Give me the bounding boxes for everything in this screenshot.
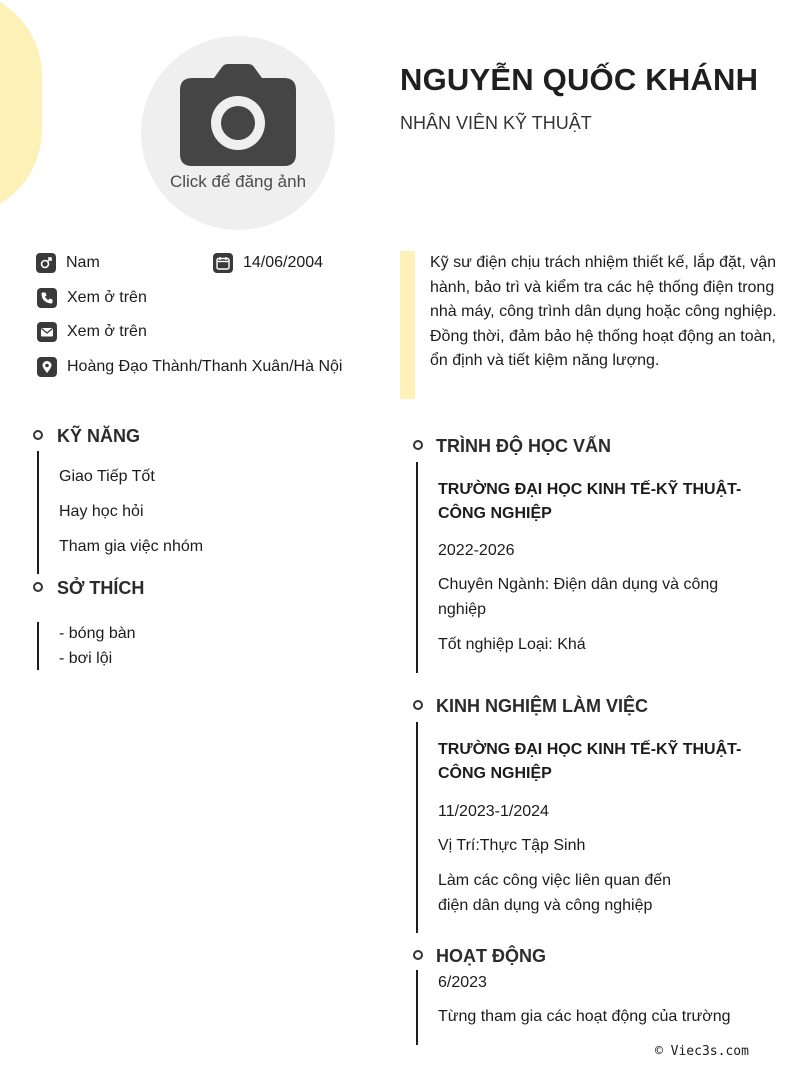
camera-icon [180,64,296,166]
phone-icon [37,288,57,308]
gender-value: Nam [66,254,100,271]
decorative-accent-shape [0,0,42,216]
phone-row [37,288,147,308]
address-row [37,357,342,377]
education-major: Chuyên Ngành: Điện dân dụng và công nghiệp [438,576,719,618]
location-pin-icon [37,357,57,377]
email-value: Xem ở trên [67,323,147,340]
education-section-dot [413,440,423,450]
skills-timeline-line [37,451,39,574]
job-title: NHÂN VIÊN KỸ THUẬT [400,113,592,133]
education-grade: Tốt nghiệp Loại: Khá [438,636,586,653]
address-value: Hoàng Đạo Thành/Thanh Xuân/Hà Nội [67,358,343,375]
activities-section-dot [413,950,423,960]
hobbies-section-dot [33,582,43,592]
skill-item: Hay học hỏi [59,503,144,520]
skill-item: Tham gia việc nhóm [59,538,204,555]
education-section-title: TRÌNH ĐỘ HỌC VẤN [436,436,611,456]
experience-section-title: KINH NGHIỆM LÀM VIỆC [436,696,649,716]
summary-accent-bar [400,251,415,399]
calendar-icon [213,253,233,273]
activities-section-title: HOẠT ĐỘNG [436,946,546,966]
activities-description: Từng tham gia các hoạt động của trường [438,1008,731,1025]
birthdate-value: 14/06/2004 [243,254,324,271]
education-timeline-line [416,462,418,673]
candidate-name: NGUYỄN QUỐC KHÁNH [400,62,759,97]
skill-item: Giao Tiếp Tốt [59,468,155,485]
email-icon [37,322,57,342]
experience-period: 11/2023-1/2024 [438,803,549,820]
experience-company: TRƯỜNG ĐẠI HỌC KINH TẾ-KỸ THUẬT-CÔNG NGHIỆP [438,741,742,782]
experience-position: Vị Trí:Thực Tập Sinh [438,837,586,854]
career-summary: Kỹ sư điện chịu trách nhiệm thiết kế, lắp đặt, vận hành, bảo trì và kiểm tra các hệ thống điện trong nhà máy, công trình dân dụng hoặc công nghiệp. Đồng thời, đảm bảo hệ thống hoạt động an toàn, ổn định và tiết kiệm năng lượng. [430,254,777,369]
activities-timeline-line [416,970,418,1045]
skills-section-dot [33,430,43,440]
email-row [37,322,147,342]
gender-icon [36,253,56,273]
education-school: TRƯỜNG ĐẠI HỌC KINH TẾ-KỸ THUẬT-CÔNG NGHIỆP [438,481,742,522]
avatar-upload[interactable] [141,36,335,230]
education-period: 2022-2026 [438,542,515,559]
activities-period: 6/2023 [438,974,487,991]
hobby-item: - bóng bàn [59,625,136,642]
hobbies-section-title: SỞ THÍCH [57,578,145,598]
experience-section-dot [413,700,423,710]
phone-value: Xem ở trên [67,289,147,306]
photo-upload-label: Click để đăng ảnh [169,172,307,191]
experience-timeline-line [416,722,418,933]
experience-description: Làm các công việc liên quan đến điện dân dụng và công nghiệp [438,872,672,914]
footer-copyright[interactable]: © Viec3s.com [655,1044,749,1059]
hobbies-timeline-line [37,622,39,670]
gender-row [36,253,100,273]
skills-section-title: KỸ NĂNG [57,426,141,446]
hobby-item: - bơi lội [59,650,113,667]
birthdate-row [213,253,323,273]
